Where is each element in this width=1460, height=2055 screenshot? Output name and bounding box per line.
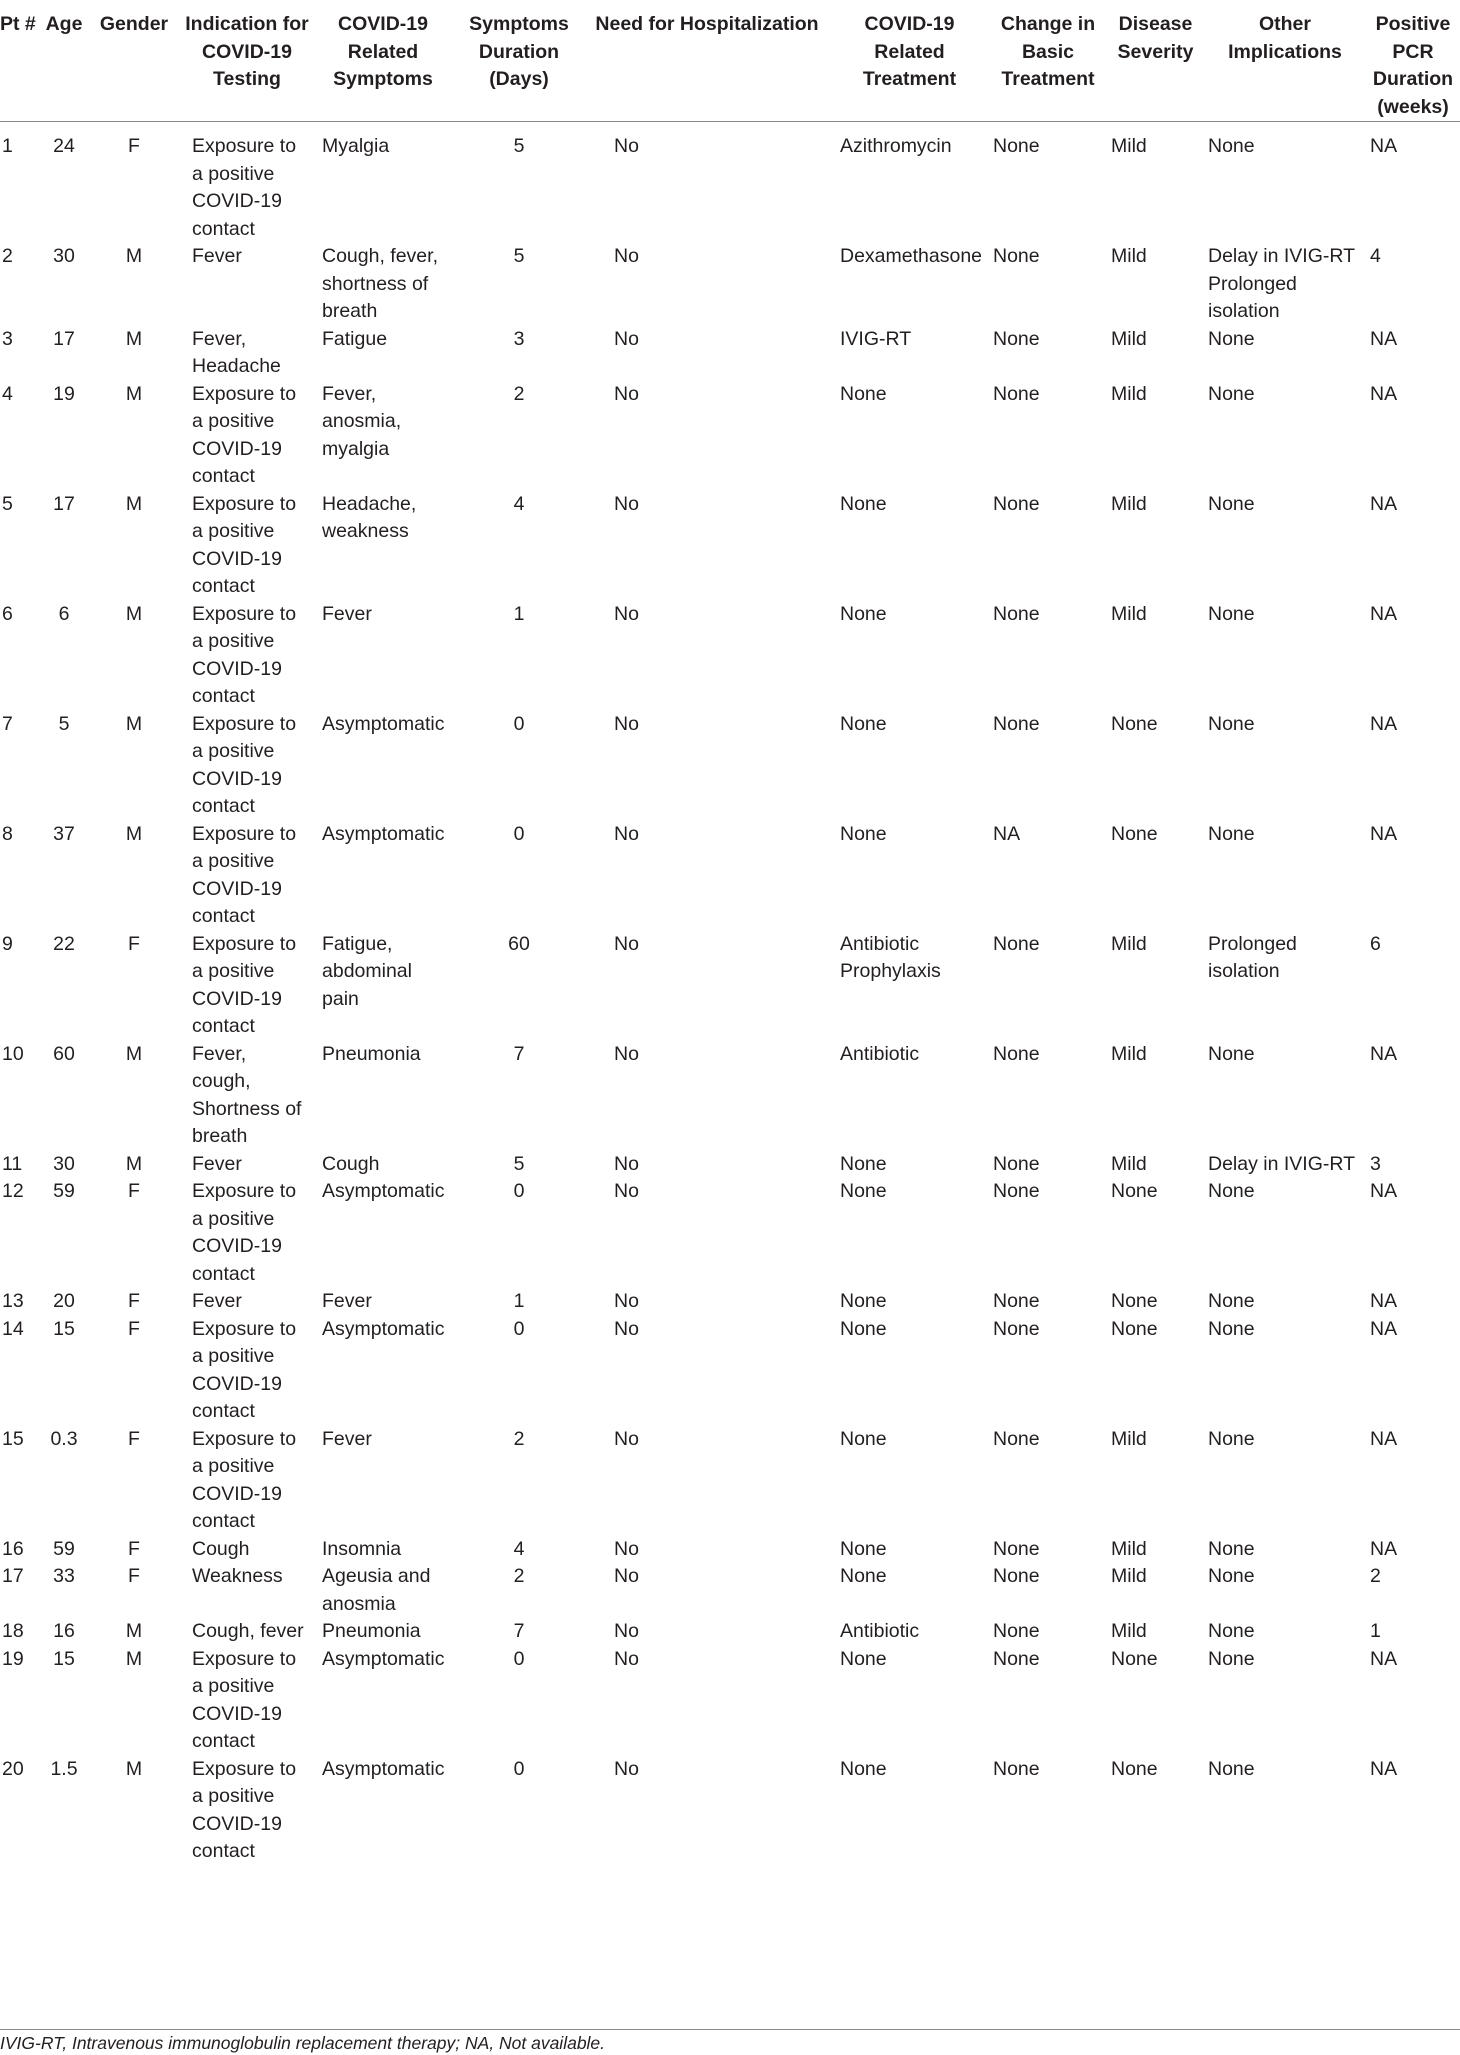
header-age: Age [42,0,86,122]
cell-gender: F [128,1565,140,1587]
cell-age: 30 [53,245,75,267]
cell-pcr-duration: 2 [1370,1565,1381,1587]
cell-implications: Prolonged isolation [1208,932,1297,982]
cell-gender: M [125,602,143,625]
cell-pcr-duration: NA [1370,1427,1398,1450]
cell-treatment: Dexamethasone [840,245,983,267]
cell-symptoms: Fever [322,1427,372,1450]
table-row [0,601,1460,711]
cell-indication: Exposure to a positive COVID-19 contact [192,712,297,817]
header-pt: Pt # [0,0,42,122]
cell-pt: 7 [2,712,13,735]
cell-treatment: None [840,1757,887,1780]
cell-duration: 60 [508,932,530,955]
cell-severity: Mild [1111,1042,1147,1065]
cell-pt: 6 [2,602,13,625]
cell-pt: 5 [2,492,13,515]
cell-implications: None [1208,492,1255,515]
cell-hospitalization: No [614,1290,639,1312]
cell-pcr-duration: NA [1370,327,1398,350]
cell-basic-treatment: None [993,602,1040,625]
cell-severity: Mild [1111,327,1147,350]
cell-symptoms: Asymptomatic [322,822,445,845]
cell-symptoms: Fever [322,602,372,625]
cell-gender: M [125,492,143,515]
cell-duration: 2 [513,1427,525,1450]
cell-age: 15 [53,1317,75,1340]
cell-age: 60 [53,1042,75,1065]
cell-duration: 5 [513,245,525,267]
header-implications: Other Implications [1204,0,1366,122]
table-row [0,711,1460,821]
cell-pcr-duration: NA [1370,1537,1398,1560]
table-header-row [0,0,1460,122]
cell-age: 59 [53,1180,75,1202]
cell-treatment: None [840,1317,887,1340]
cell-symptoms: Cough [322,1152,380,1175]
cell-pt: 13 [2,1290,24,1312]
cell-indication: Exposure to a positive COVID-19 contact [192,1180,297,1285]
cell-basic-treatment: None [993,1317,1040,1340]
cell-basic-treatment: None [993,1180,1040,1202]
cell-symptoms: Ageusia and anosmia [322,1565,431,1615]
cell-age: 24 [53,135,75,157]
cell-duration: 5 [513,1152,525,1175]
cell-gender: M [125,1620,143,1642]
cell-treatment: Antibiotic [840,1042,920,1065]
cell-age: 33 [53,1565,75,1587]
cell-age: 1.5 [50,1757,78,1780]
table-row [0,1178,1460,1288]
cell-age: 37 [53,822,75,845]
cell-treatment: Antibiotic Prophylaxis [840,932,941,982]
cell-pcr-duration: NA [1370,712,1398,735]
table-body [0,122,1460,1866]
cell-hospitalization: No [614,602,639,625]
cell-severity: None [1111,1757,1158,1780]
cell-implications: None [1208,1565,1255,1587]
cell-implications: None [1208,1427,1255,1450]
cell-duration: 0 [513,1757,525,1780]
cell-basic-treatment: NA [993,822,1021,845]
cell-indication: Exposure to a positive COVID-19 contact [192,932,297,1037]
cell-severity: Mild [1111,382,1147,405]
cell-severity: Mild [1111,932,1147,955]
cell-indication: Exposure to a positive COVID-19 contact [192,1317,297,1422]
cell-treatment: None [840,712,887,735]
cell-hospitalization: No [614,1757,639,1780]
cell-implications: None [1208,1290,1255,1312]
cell-hospitalization: No [614,822,639,845]
cell-severity: Mild [1111,1427,1147,1450]
header-severity: Disease Severity [1107,0,1204,122]
cell-hospitalization: No [614,1537,639,1560]
header-treatment: COVID-19 Related Treatment [830,0,989,122]
cell-treatment: None [840,1427,887,1450]
cell-indication: Fever [192,245,242,267]
cell-age: 16 [53,1620,75,1642]
cell-age: 20 [53,1290,75,1312]
cell-basic-treatment: None [993,932,1040,955]
cell-symptoms: Cough, fever, shortness of breath [322,245,438,322]
cell-age: 30 [53,1152,75,1175]
cell-implications: None [1208,135,1255,157]
table-row [0,1316,1460,1426]
cell-implications: None [1208,712,1255,735]
cell-symptoms: Headache, weakness [322,492,417,542]
cell-indication: Fever, cough, Shortness of breath [192,1042,302,1147]
table-row [0,491,1460,601]
cell-pt: 8 [2,822,13,845]
cell-duration: 0 [513,712,525,735]
cell-treatment: None [840,822,887,845]
cell-implications: None [1208,327,1255,350]
cell-gender: M [125,1152,143,1175]
cell-symptoms: Insomnia [322,1537,402,1560]
cell-age: 19 [53,382,75,405]
header-duration: Symptoms Duration (Days) [454,0,584,122]
cell-pt: 11 [2,1152,23,1175]
cell-indication: Exposure to a positive COVID-19 contact [192,822,297,927]
cell-implications: None [1208,1042,1255,1065]
cell-indication: Cough [192,1537,250,1560]
cell-duration: 7 [513,1042,525,1065]
cell-symptoms: Asymptomatic [322,1317,445,1340]
cell-basic-treatment: None [993,245,1040,267]
cell-gender: M [125,822,143,845]
cell-duration: 3 [513,327,525,350]
cell-treatment: None [840,382,887,405]
cell-pcr-duration: NA [1370,135,1398,157]
cell-indication: Exposure to a positive COVID-19 contact [192,1647,297,1752]
cell-pt: 3 [2,327,13,350]
cell-treatment: IVIG-RT [840,327,912,350]
cell-severity: Mild [1111,602,1147,625]
cell-gender: F [128,1537,140,1560]
cell-treatment: None [840,602,887,625]
cell-age: 6 [58,602,70,625]
cell-hospitalization: No [614,245,639,267]
table-row [0,1618,1460,1646]
cell-treatment: Antibiotic [840,1620,920,1642]
table-row [0,1563,1460,1618]
cell-implications: None [1208,1180,1255,1202]
cell-duration: 0 [513,1180,525,1202]
cell-gender: M [125,327,143,350]
cell-pcr-duration: 3 [1370,1152,1381,1175]
cell-pcr-duration: NA [1370,492,1398,515]
table-row [0,243,1460,326]
cell-symptoms: Asymptomatic [322,1180,445,1202]
cell-duration: 2 [513,1565,525,1587]
cell-duration: 5 [513,135,525,157]
cell-gender: F [128,1427,140,1450]
cell-age: 5 [58,712,70,735]
cell-treatment: None [840,1537,887,1560]
cell-basic-treatment: None [993,1290,1040,1312]
cell-pt: 12 [2,1180,24,1202]
table-row [0,1646,1460,1756]
cell-basic-treatment: None [993,712,1040,735]
cell-indication: Exposure to a positive COVID-19 contact [192,135,297,240]
cell-duration: 4 [513,492,525,515]
header-basic-treatment: Change in Basic Treatment [989,0,1107,122]
cell-pcr-duration: 1 [1370,1620,1381,1642]
cell-duration: 0 [513,822,525,845]
cell-indication: Fever [192,1152,242,1175]
cell-hospitalization: No [614,1152,639,1175]
cell-pt: 16 [2,1537,24,1560]
cell-symptoms: Pneumonia [322,1620,421,1642]
cell-symptoms: Fever, anosmia, myalgia [322,382,402,460]
cell-pcr-duration: NA [1370,822,1398,845]
cell-indication: Exposure to a positive COVID-19 contact [192,1427,297,1532]
cell-duration: 0 [513,1317,525,1340]
cell-symptoms: Myalgia [322,135,390,157]
cell-age: 59 [53,1537,75,1560]
cell-severity: Mild [1111,245,1147,267]
cell-implications: None [1208,1647,1255,1670]
cell-symptoms: Asymptomatic [322,712,445,735]
cell-basic-treatment: None [993,1565,1040,1587]
cell-basic-treatment: None [993,1620,1040,1642]
cell-duration: 1 [513,1290,525,1312]
cell-severity: Mild [1111,135,1147,157]
cell-pt: 1 [2,135,13,157]
cell-basic-treatment: None [993,1042,1040,1065]
cell-implications: Delay in IVIG-RT [1208,1152,1356,1175]
cell-treatment: None [840,1647,887,1670]
cell-age: 22 [53,932,75,955]
table-row [0,1041,1460,1151]
cell-indication: Fever [192,1290,242,1312]
cell-pcr-duration: NA [1370,1317,1398,1340]
cell-hospitalization: No [614,382,639,405]
cell-implications: None [1208,1537,1255,1560]
table-row [0,381,1460,491]
cell-treatment: None [840,1180,887,1202]
cell-gender: M [125,245,143,267]
cell-pt: 17 [2,1565,24,1587]
table-row [0,1151,1460,1179]
cell-hospitalization: No [614,1647,639,1670]
cell-pt: 2 [2,245,13,267]
cell-treatment: Azithromycin [840,135,952,157]
cell-gender: F [128,932,140,955]
cell-duration: 0 [513,1647,525,1670]
cell-pcr-duration: NA [1370,1180,1398,1202]
cell-gender: M [125,712,143,735]
cell-duration: 4 [513,1537,525,1560]
cell-basic-treatment: None [993,492,1040,515]
header-gender: Gender [86,0,182,122]
cell-pcr-duration: NA [1370,1042,1398,1065]
cell-pt: 9 [2,932,13,955]
cell-gender: M [125,1042,143,1065]
cell-pt: 10 [2,1042,24,1065]
cell-severity: None [1111,1180,1158,1202]
cell-severity: Mild [1111,1537,1147,1560]
cell-indication: Exposure to a positive COVID-19 contact [192,602,297,707]
cell-severity: Mild [1111,1620,1147,1642]
cell-pt: 20 [2,1757,24,1780]
cell-pcr-duration: NA [1370,602,1398,625]
cell-pcr-duration: NA [1370,1647,1398,1670]
table-row [0,1756,1460,1866]
cell-pcr-duration: NA [1370,1290,1398,1312]
cell-symptoms: Fever [322,1290,372,1312]
table-row [0,1536,1460,1564]
table-row [0,326,1460,381]
cell-pcr-duration: NA [1370,382,1398,405]
cell-gender: M [125,1647,143,1670]
cell-hospitalization: No [614,712,639,735]
cell-severity: None [1111,822,1158,845]
cell-severity: None [1111,1647,1158,1670]
cell-pcr-duration: 6 [1370,932,1381,955]
cell-basic-treatment: None [993,1427,1040,1450]
header-hospitalization: Need for Hospitalization [584,0,830,122]
cell-treatment: None [840,1152,887,1175]
cell-basic-treatment: None [993,1647,1040,1670]
cell-gender: F [128,1317,140,1340]
cell-gender: M [125,1757,143,1780]
cell-indication: Exposure to a positive COVID-19 contact [192,492,297,597]
cell-hospitalization: No [614,932,639,955]
cell-age: 17 [53,492,75,515]
header-indication: Indication for COVID-19 Testing [182,0,312,122]
cell-pcr-duration: NA [1370,1757,1398,1780]
table-row [0,122,1460,244]
cell-symptoms: Fatigue, abdominal pain [322,932,412,1010]
cell-treatment: None [840,1290,887,1312]
cell-severity: Mild [1111,1152,1147,1175]
cell-hospitalization: No [614,1620,639,1642]
table-footnote: IVIG-RT, Intravenous immunoglobulin replacement therapy; NA, Not available. [0,2029,1460,2054]
cell-implications: Delay in IVIG-RT Prolonged isolation [1208,245,1355,322]
cell-pt: 14 [2,1317,24,1340]
cell-age: 17 [53,327,75,350]
header-pcr-duration: Positive PCR Duration (weeks) [1366,0,1460,122]
cell-gender: F [128,1180,140,1202]
cell-basic-treatment: None [993,382,1040,405]
cell-basic-treatment: None [993,135,1040,157]
cell-pcr-duration: 4 [1370,245,1381,267]
cell-duration: 2 [513,382,525,405]
cell-pt: 19 [2,1647,24,1670]
cell-hospitalization: No [614,327,639,350]
cell-pt: 4 [2,382,13,405]
cell-treatment: None [840,492,887,515]
cell-basic-treatment: None [993,327,1040,350]
cell-pt: 18 [2,1620,24,1642]
cell-hospitalization: No [614,1427,639,1450]
cell-symptoms: Pneumonia [322,1042,421,1065]
table-row [0,1288,1460,1316]
table-row [0,1426,1460,1536]
cell-symptoms: Asymptomatic [322,1757,445,1780]
cell-gender: F [128,135,140,157]
cell-pt: 15 [2,1427,24,1450]
cell-hospitalization: No [614,492,639,515]
cell-duration: 1 [513,602,525,625]
cell-duration: 7 [513,1620,525,1642]
cell-symptoms: Asymptomatic [322,1647,445,1670]
cell-implications: None [1208,822,1255,845]
cell-implications: None [1208,602,1255,625]
cell-basic-treatment: None [993,1757,1040,1780]
cell-indication: Exposure to a positive COVID-19 contact [192,382,297,487]
cell-hospitalization: No [614,135,639,157]
cell-indication: Fever, Headache [192,327,281,377]
cell-implications: None [1208,1317,1255,1340]
cell-severity: Mild [1111,1565,1147,1587]
cell-implications: None [1208,1757,1255,1780]
cell-basic-treatment: None [993,1152,1040,1175]
cell-symptoms: Fatigue [322,327,388,350]
cell-severity: None [1111,1290,1158,1312]
cell-hospitalization: No [614,1180,639,1202]
cell-basic-treatment: None [993,1537,1040,1560]
cell-age: 0.3 [50,1427,78,1450]
cell-severity: None [1111,1317,1158,1340]
cell-severity: None [1111,712,1158,735]
table-row [0,931,1460,1041]
cell-treatment: None [840,1565,887,1587]
cell-implications: None [1208,1620,1255,1642]
cell-implications: None [1208,382,1255,405]
cell-hospitalization: No [614,1317,639,1340]
cell-indication: Cough, fever [192,1620,304,1642]
cell-severity: Mild [1111,492,1147,515]
cell-age: 15 [53,1647,75,1670]
cell-hospitalization: No [614,1042,639,1065]
cell-indication: Exposure to a positive COVID-19 contact [192,1757,297,1862]
table-row [0,821,1460,931]
cell-gender: M [125,382,143,405]
cell-indication: Weakness [192,1565,283,1587]
header-symptoms: COVID-19 Related Symptoms [312,0,454,122]
cell-hospitalization: No [614,1565,639,1587]
cell-gender: F [128,1290,140,1312]
